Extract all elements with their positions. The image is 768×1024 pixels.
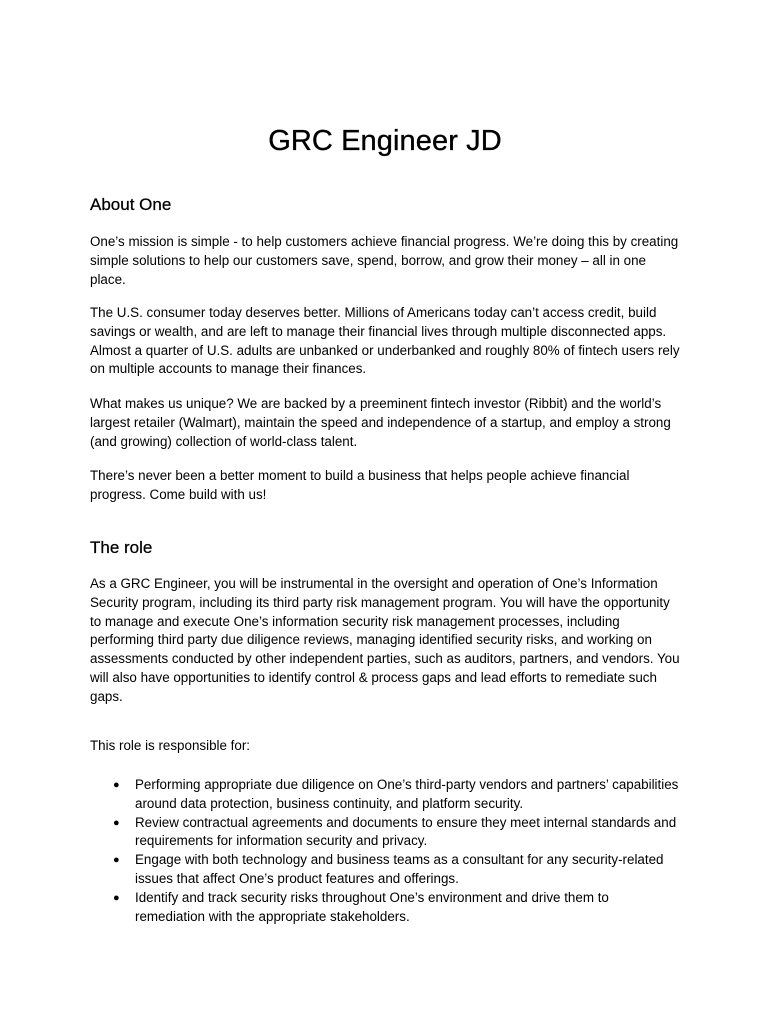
list-item-text: Identify and track security risks throughout One’s environment and drive them to remediation with the appropriate stakeholders. (135, 889, 609, 924)
paragraph-mission: One’s mission is simple - to help customers achieve financial progress. We’re doing this by creating simple solutions to help our customers save, spend, borrow, and grow their money – all in one place. (90, 234, 679, 287)
document-title: GRC Engineer JD (268, 125, 502, 157)
bullet-icon: ● (113, 779, 120, 791)
paragraph-responsibilities-intro: This role is responsible for: (90, 738, 251, 753)
list-item-text: Engage with both technology and business teams as a consultant for any security-related issues that affect One’s product features and offerings. (135, 852, 664, 886)
list-item (90, 814, 680, 852)
section-heading-about-one: About One (90, 195, 172, 214)
list-item (90, 776, 680, 814)
paragraph-consumer: The U.S. consumer today deserves better. Millions of Americans today can’t access credit, build savings or wealth, and are left to manage their financial lives through multiple disconnected apps. Almost a quarter of U.S. adults are unbanked or underbanked and roughly 80% of fintech users rely on multiple accounts to manage their finances. (90, 305, 680, 377)
paragraph-unique: What makes us unique? We are backed by a preeminent fintech investor (Ribbit) and the world’s largest retailer (Walmart), maintain the speed and independence of a startup, and employ a strong (and growing) collection of world-class talent. (90, 396, 671, 449)
list-item-text: Performing appropriate due diligence on One’s third-party vendors and partners’ capabilities around data protection, business continuity, and platform security. (135, 777, 679, 811)
bullet-icon: ● (113, 854, 120, 867)
section-heading-the-role: The role (90, 538, 153, 557)
list-item-text: Review contractual agreements and documents to ensure they meet internal standards and requirements for information security and privacy. (135, 814, 677, 849)
bullet-icon: ● (113, 816, 120, 829)
paragraph-role-description: As a GRC Engineer, you will be instrumental in the oversight and operation of One’s Information Security program, including its third party risk management program. You will have the opportunity to manage and execute One’s information security risk management processes, including performing third party due diligence reviews, managing identified security risks, and working on assessments conducted by other independent parties, such as auditors, partners, and vendors. You will also have opportunities to identify control & process gaps and lead efforts to remediate such gaps. (90, 576, 680, 704)
list-item (90, 851, 680, 889)
list-item (90, 889, 680, 927)
responsibilities-list (90, 776, 680, 926)
paragraph-build-with-us: There’s never been a better moment to build a business that helps people achieve financial progress. Come build with us! (90, 468, 630, 502)
bullet-icon: ● (113, 891, 120, 904)
